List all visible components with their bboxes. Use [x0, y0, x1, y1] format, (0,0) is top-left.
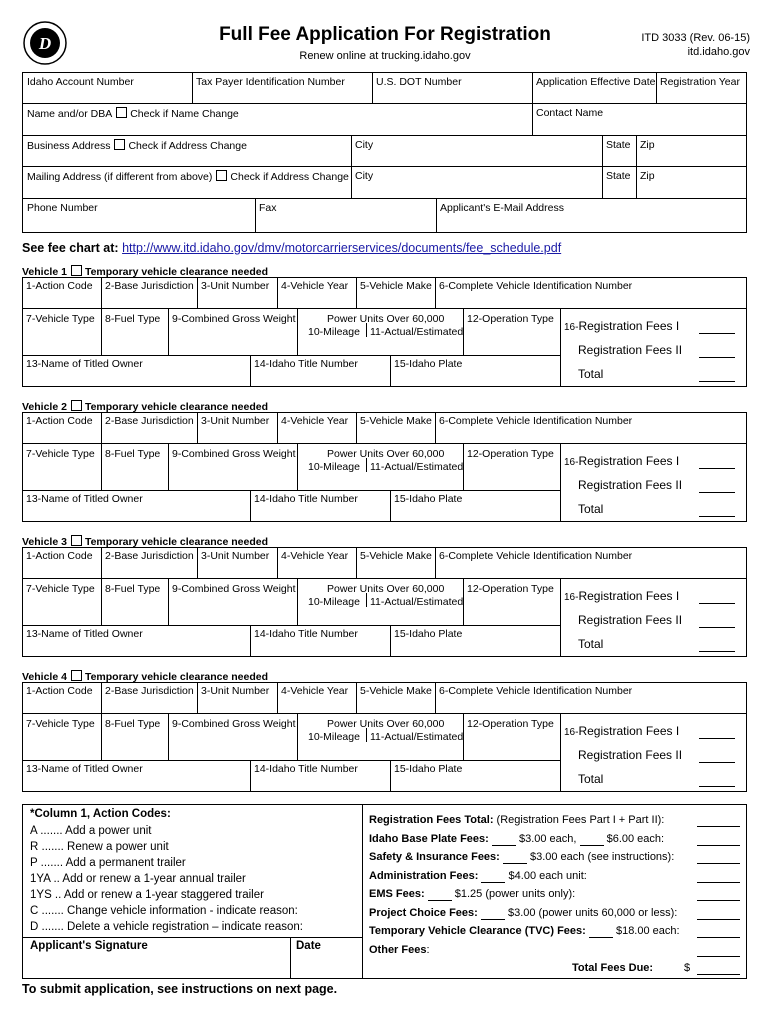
vehicle-2-mileage-label: 10-Mileage	[308, 461, 360, 473]
dot-number-label: U.S. DOT Number	[376, 76, 462, 88]
vehicle-2-tvc-checkbox[interactable]	[71, 400, 82, 411]
effective-date-label: Application Effective Date	[536, 76, 656, 88]
vehicle-2-fees-prefix: 16-	[564, 457, 579, 468]
vehicle-2-fee-field-2[interactable]	[699, 492, 735, 493]
total-fees-label: Total Fees Due:	[572, 962, 654, 974]
date-label: Date	[296, 940, 321, 952]
footer-instructions: To submit application, see instructions on next page.	[22, 982, 338, 996]
safety-line	[369, 851, 674, 864]
vehicle-4-vehicle-type-label: 7-Vehicle Type	[26, 718, 95, 730]
ems-label: EMS Fees:	[369, 888, 425, 900]
business-address-row	[27, 139, 247, 152]
vehicle-4-fee-field-2[interactable]	[699, 762, 735, 763]
business-address-change-checkbox[interactable]	[114, 139, 125, 150]
name-change-label: Check if Name Change	[130, 108, 239, 120]
admin-count-field[interactable]	[481, 872, 505, 883]
base-plate-label: Idaho Base Plate Fees:	[369, 833, 489, 845]
ems-line	[369, 888, 575, 901]
vehicle-3-gross-weight-label: 9-Combined Gross Weight	[172, 583, 296, 595]
vehicle-3-mileage-label: 10-Mileage	[308, 596, 360, 608]
signature-label: Applicant's Signature	[30, 940, 148, 952]
vehicle-4-vehicle-year-label: 4-Vehicle Year	[281, 685, 349, 697]
vehicle-3-operation-type-label: 12-Operation Type	[467, 583, 554, 595]
reg-fees-total-desc: (Registration Fees Part I + Part II):	[493, 814, 665, 826]
vehicle-3-fuel-type-label: 8-Fuel Type	[105, 583, 161, 595]
vehicle-4-base-jurisdiction-label: 2-Base Jurisdiction	[105, 685, 194, 697]
itd-logo	[22, 20, 68, 66]
vehicle-1-gross-weight-label: 9-Combined Gross Weight	[172, 313, 296, 325]
vehicle-4-power-units-label: Power Units Over 60,000	[327, 718, 445, 730]
admin-rate: $4.00 each unit:	[508, 870, 587, 882]
mailing-address-change-checkbox[interactable]	[216, 170, 227, 181]
action-code-item: R ....... Renew a power unit	[30, 841, 169, 853]
vehicle-4-actual-estimated-label: 11-Actual/Estimated	[370, 731, 464, 743]
idaho-account-number-label: Idaho Account Number	[27, 76, 134, 88]
vehicle-2-fees-1-label	[564, 454, 679, 470]
business-state-label: State	[606, 139, 631, 151]
vehicle-2-actual-estimated-label: 11-Actual/Estimated	[370, 461, 464, 473]
tvc-fees-label: Temporary Vehicle Clearance (TVC) Fees:	[369, 925, 586, 937]
registration-year-label: Registration Year	[660, 76, 740, 88]
action-codes-heading: *Column 1, Action Codes:	[30, 808, 171, 820]
ems-count-field[interactable]	[428, 890, 452, 901]
vehicle-4-title: Vehicle 4	[22, 671, 67, 683]
vehicle-2-vehicle-type-label: 7-Vehicle Type	[26, 448, 95, 460]
mailing-address-row	[27, 170, 349, 183]
vehicle-1-fee-field-2[interactable]	[699, 357, 735, 358]
vehicle-2-base-jurisdiction-label: 2-Base Jurisdiction	[105, 415, 194, 427]
vehicle-4-vin-label: 6-Complete Vehicle Identification Number	[439, 685, 633, 697]
base-plate-total-field[interactable]	[697, 845, 740, 846]
other-fees-colon: :	[426, 944, 430, 956]
vehicle-3-vehicle-make-label: 5-Vehicle Make	[360, 550, 432, 562]
action-code-item: 1YS .. Add or renew a 1-year staggered trailer	[30, 889, 264, 901]
vehicle-1-title: Vehicle 1	[22, 266, 67, 278]
vehicle-2-unit-number-label: 3-Unit Number	[201, 415, 270, 427]
vehicle-3-total-label: Total	[578, 637, 604, 651]
project-choice-rate: $3.00 (power units 60,000 or less):	[507, 907, 678, 919]
safety-total-field[interactable]	[697, 863, 740, 864]
vehicle-3-vehicle-year-label: 4-Vehicle Year	[281, 550, 349, 562]
safety-label: Safety & Insurance Fees:	[369, 851, 500, 863]
action-code-item: 1YA .. Add or renew a 1-year annual trailer	[30, 873, 246, 885]
ems-total-field[interactable]	[697, 900, 740, 901]
tax-id-label: Tax Payer Identification Number	[196, 76, 345, 88]
vehicle-3-titled-owner-label: 13-Name of Titled Owner	[26, 628, 143, 640]
vehicle-2-vehicle-make-label: 5-Vehicle Make	[360, 415, 432, 427]
vehicle-3-tvc-label: Temporary vehicle clearance needed	[84, 536, 269, 548]
vehicle-1-vehicle-make-label: 5-Vehicle Make	[360, 280, 432, 292]
other-fees-label: Other Fees	[369, 944, 427, 956]
vehicle-2-idaho-plate-label: 15-Idaho Plate	[394, 493, 463, 505]
vehicle-3-title-number-label: 14-Idaho Title Number	[254, 628, 358, 640]
admin-line	[369, 870, 587, 883]
base-plate-rate-1: $3.00 each,	[518, 833, 577, 845]
vehicle-2-fees-1-text: Registration Fees I	[578, 454, 680, 468]
vehicle-1-fees-1-text: Registration Fees I	[578, 319, 680, 333]
vehicle-4-vehicle-make-label: 5-Vehicle Make	[360, 685, 432, 697]
vehicle-1-tvc-checkbox[interactable]	[71, 265, 82, 276]
vehicle-3-fee-field-3[interactable]	[699, 651, 735, 652]
other-fees-line	[369, 944, 430, 957]
mailing-zip-label: Zip	[640, 170, 655, 182]
vehicle-4-fuel-type-label: 8-Fuel Type	[105, 718, 161, 730]
safety-count-field[interactable]	[503, 853, 527, 864]
project-choice-label: Project Choice Fees:	[369, 907, 478, 919]
vehicle-1-operation-type-label: 12-Operation Type	[467, 313, 554, 325]
vehicle-3-fees-1-label	[564, 589, 679, 605]
total-dollar-sign: $	[684, 962, 691, 974]
vehicle-4-titled-owner-label: 13-Name of Titled Owner	[26, 763, 143, 775]
vehicle-1-vehicle-year-label: 4-Vehicle Year	[281, 280, 349, 292]
business-city-label: City	[355, 139, 374, 151]
vehicle-3-unit-number-label: 3-Unit Number	[201, 550, 270, 562]
vehicle-4-fees-1-text: Registration Fees I	[578, 724, 680, 738]
vehicle-4-fee-field-3[interactable]	[699, 786, 735, 787]
vehicle-3-fee-field-2[interactable]	[699, 627, 735, 628]
name-change-checkbox[interactable]	[116, 107, 127, 118]
tvc-count-field[interactable]	[589, 927, 613, 938]
form-number: ITD 3033 (Rev. 06-15)	[641, 32, 750, 44]
base-plate-count-1-field[interactable]	[492, 835, 516, 846]
vehicle-4-title-number-label: 14-Idaho Title Number	[254, 763, 358, 775]
form-subtitle: Renew online at trucking.idaho.gov	[299, 50, 471, 62]
vehicle-1-idaho-plate-label: 15-Idaho Plate	[394, 358, 463, 370]
vehicle-1-unit-number-label: 3-Unit Number	[201, 280, 270, 292]
safety-rate: $3.00 each (see instructions):	[529, 851, 675, 863]
vehicle-3-idaho-plate-label: 15-Idaho Plate	[394, 628, 463, 640]
contact-name-label: Contact Name	[536, 107, 604, 119]
phone-label: Phone Number	[27, 202, 98, 214]
business-zip-label: Zip	[640, 139, 655, 151]
vehicle-2-operation-type-label: 12-Operation Type	[467, 448, 554, 460]
vehicle-1-titled-owner-label: 13-Name of Titled Owner	[26, 358, 143, 370]
vehicle-2-title: Vehicle 2	[22, 401, 67, 413]
tvc-rate: $18.00 each:	[615, 925, 680, 937]
vehicle-3-fees-prefix: 16-	[564, 592, 579, 603]
vehicle-1-fuel-type-label: 8-Fuel Type	[105, 313, 161, 325]
admin-total-field[interactable]	[697, 882, 740, 883]
action-code-item: A ....... Add a power unit	[30, 825, 152, 837]
reg-fees-total-field[interactable]	[697, 826, 740, 827]
vehicle-4-tvc-checkbox[interactable]	[71, 670, 82, 681]
name-dba-row	[27, 107, 239, 120]
vehicle-2-fee-field-1[interactable]	[699, 468, 735, 469]
vehicle-1-fees-prefix: 16-	[564, 322, 579, 333]
vehicle-1-fee-field-1[interactable]	[699, 333, 735, 334]
vehicle-1-total-label: Total	[578, 367, 604, 381]
vehicle-4-fee-field-1[interactable]	[699, 738, 735, 739]
project-choice-line	[369, 907, 677, 920]
vehicle-3-actual-estimated-label: 11-Actual/Estimated	[370, 596, 464, 608]
vehicle-3-base-jurisdiction-label: 2-Base Jurisdiction	[105, 550, 194, 562]
action-code-item: C ....... Change vehicle information - indicate reason:	[30, 905, 298, 917]
vehicle-2-fee-field-3[interactable]	[699, 516, 735, 517]
vehicle-1-actual-estimated-label: 11-Actual/Estimated	[370, 326, 464, 338]
vehicle-4-fees-1-label	[564, 724, 679, 740]
vehicle-4-mileage-label: 10-Mileage	[308, 731, 360, 743]
form-title: Full Fee Application For Registration	[219, 24, 551, 45]
vehicle-1-fees-1-label	[564, 319, 679, 335]
website: itd.idaho.gov	[687, 46, 750, 58]
vehicle-1-mileage-label: 10-Mileage	[308, 326, 360, 338]
vehicle-4-operation-type-label: 12-Operation Type	[467, 718, 554, 730]
vehicle-3-fees-2-label: Registration Fees II	[578, 613, 683, 627]
admin-label: Administration Fees:	[369, 870, 479, 882]
mailing-city-label: City	[355, 170, 374, 182]
vehicle-4-fees-2-label: Registration Fees II	[578, 748, 683, 762]
reg-fees-total-label: Registration Fees Total:	[369, 814, 494, 826]
fee-chart-line	[22, 241, 561, 255]
vehicle-1-fee-field-3[interactable]	[699, 381, 735, 382]
vehicle-4-total-label: Total	[578, 772, 604, 786]
base-plate-count-2-field[interactable]	[580, 835, 604, 846]
project-choice-count-field[interactable]	[481, 909, 505, 920]
project-choice-total-field[interactable]	[697, 919, 740, 920]
vehicle-4-gross-weight-label: 9-Combined Gross Weight	[172, 718, 296, 730]
vehicle-2-total-label: Total	[578, 502, 604, 516]
vehicle-1-action-code-label: 1-Action Code	[26, 280, 93, 292]
vehicle-3-fees-1-text: Registration Fees I	[578, 589, 680, 603]
fee-chart-label: See fee chart at:	[22, 241, 119, 255]
total-fees-due-field[interactable]	[697, 974, 740, 975]
name-dba-label: Name and/or DBA	[27, 108, 113, 120]
business-address-change-label: Check if Address Change	[128, 140, 247, 152]
vehicle-4-action-code-label: 1-Action Code	[26, 685, 93, 697]
vehicle-2-fuel-type-label: 8-Fuel Type	[105, 448, 161, 460]
vehicle-2-gross-weight-label: 9-Combined Gross Weight	[172, 448, 296, 460]
base-plate-rate-2: $6.00 each:	[606, 833, 665, 845]
vehicle-2-fees-2-label: Registration Fees II	[578, 478, 683, 492]
tvc-fees-line	[369, 925, 680, 938]
mailing-state-label: State	[606, 170, 631, 182]
ems-rate: $1.25 (power units only):	[454, 888, 576, 900]
tvc-total-field[interactable]	[697, 937, 740, 938]
vehicle-1-vin-label: 6-Complete Vehicle Identification Number	[439, 280, 633, 292]
vehicle-2-titled-owner-label: 13-Name of Titled Owner	[26, 493, 143, 505]
vehicle-3-vehicle-type-label: 7-Vehicle Type	[26, 583, 95, 595]
vehicle-2-vehicle-year-label: 4-Vehicle Year	[281, 415, 349, 427]
vehicle-2-tvc-label: Temporary vehicle clearance needed	[84, 401, 269, 413]
vehicle-4-fees-prefix: 16-	[564, 727, 579, 738]
vehicle-2-vin-label: 6-Complete Vehicle Identification Number	[439, 415, 633, 427]
vehicle-3-vin-label: 6-Complete Vehicle Identification Number	[439, 550, 633, 562]
applicant-info-table	[22, 72, 747, 233]
mailing-address-label: Mailing Address (if different from above)	[27, 171, 213, 183]
vehicle-1-title-number-label: 14-Idaho Title Number	[254, 358, 358, 370]
vehicle-1-tvc-label: Temporary vehicle clearance needed	[84, 266, 269, 278]
base-plate-line	[369, 833, 664, 846]
logo-letter: D	[38, 34, 52, 53]
email-label: Applicant's E-Mail Address	[440, 202, 564, 214]
action-code-item: P ....... Add a permanent trailer	[30, 857, 186, 869]
vehicle-4-unit-number-label: 3-Unit Number	[201, 685, 270, 697]
fax-label: Fax	[259, 202, 277, 214]
vehicle-3-action-code-label: 1-Action Code	[26, 550, 93, 562]
vehicle-1-power-units-label: Power Units Over 60,000	[327, 313, 445, 325]
vehicle-2-action-code-label: 1-Action Code	[26, 415, 93, 427]
vehicle-3-title: Vehicle 3	[22, 536, 67, 548]
total-fees-line	[572, 962, 653, 975]
vehicle-1-vehicle-type-label: 7-Vehicle Type	[26, 313, 95, 325]
vehicle-4-tvc-label: Temporary vehicle clearance needed	[84, 671, 269, 683]
reg-fees-total-line	[369, 814, 664, 827]
action-code-item: D ....... Delete a vehicle registration – indicate reason:	[30, 921, 303, 933]
other-fees-total-field[interactable]	[697, 956, 740, 957]
vehicle-3-tvc-checkbox[interactable]	[71, 535, 82, 546]
business-address-label: Business Address	[27, 140, 111, 152]
vehicle-4-idaho-plate-label: 15-Idaho Plate	[394, 763, 463, 775]
vehicle-3-power-units-label: Power Units Over 60,000	[327, 583, 445, 595]
vehicle-1-fees-2-label: Registration Fees II	[578, 343, 683, 357]
vehicle-2-title-number-label: 14-Idaho Title Number	[254, 493, 358, 505]
mailing-address-change-label: Check if Address Change	[230, 171, 349, 183]
fee-chart-link[interactable]: http://www.itd.idaho.gov/dmv/motorcarrierservices/documents/fee_schedule.pdf	[122, 241, 562, 255]
vehicle-2-power-units-label: Power Units Over 60,000	[327, 448, 445, 460]
vehicle-3-fee-field-1[interactable]	[699, 603, 735, 604]
vehicle-1-base-jurisdiction-label: 2-Base Jurisdiction	[105, 280, 194, 292]
